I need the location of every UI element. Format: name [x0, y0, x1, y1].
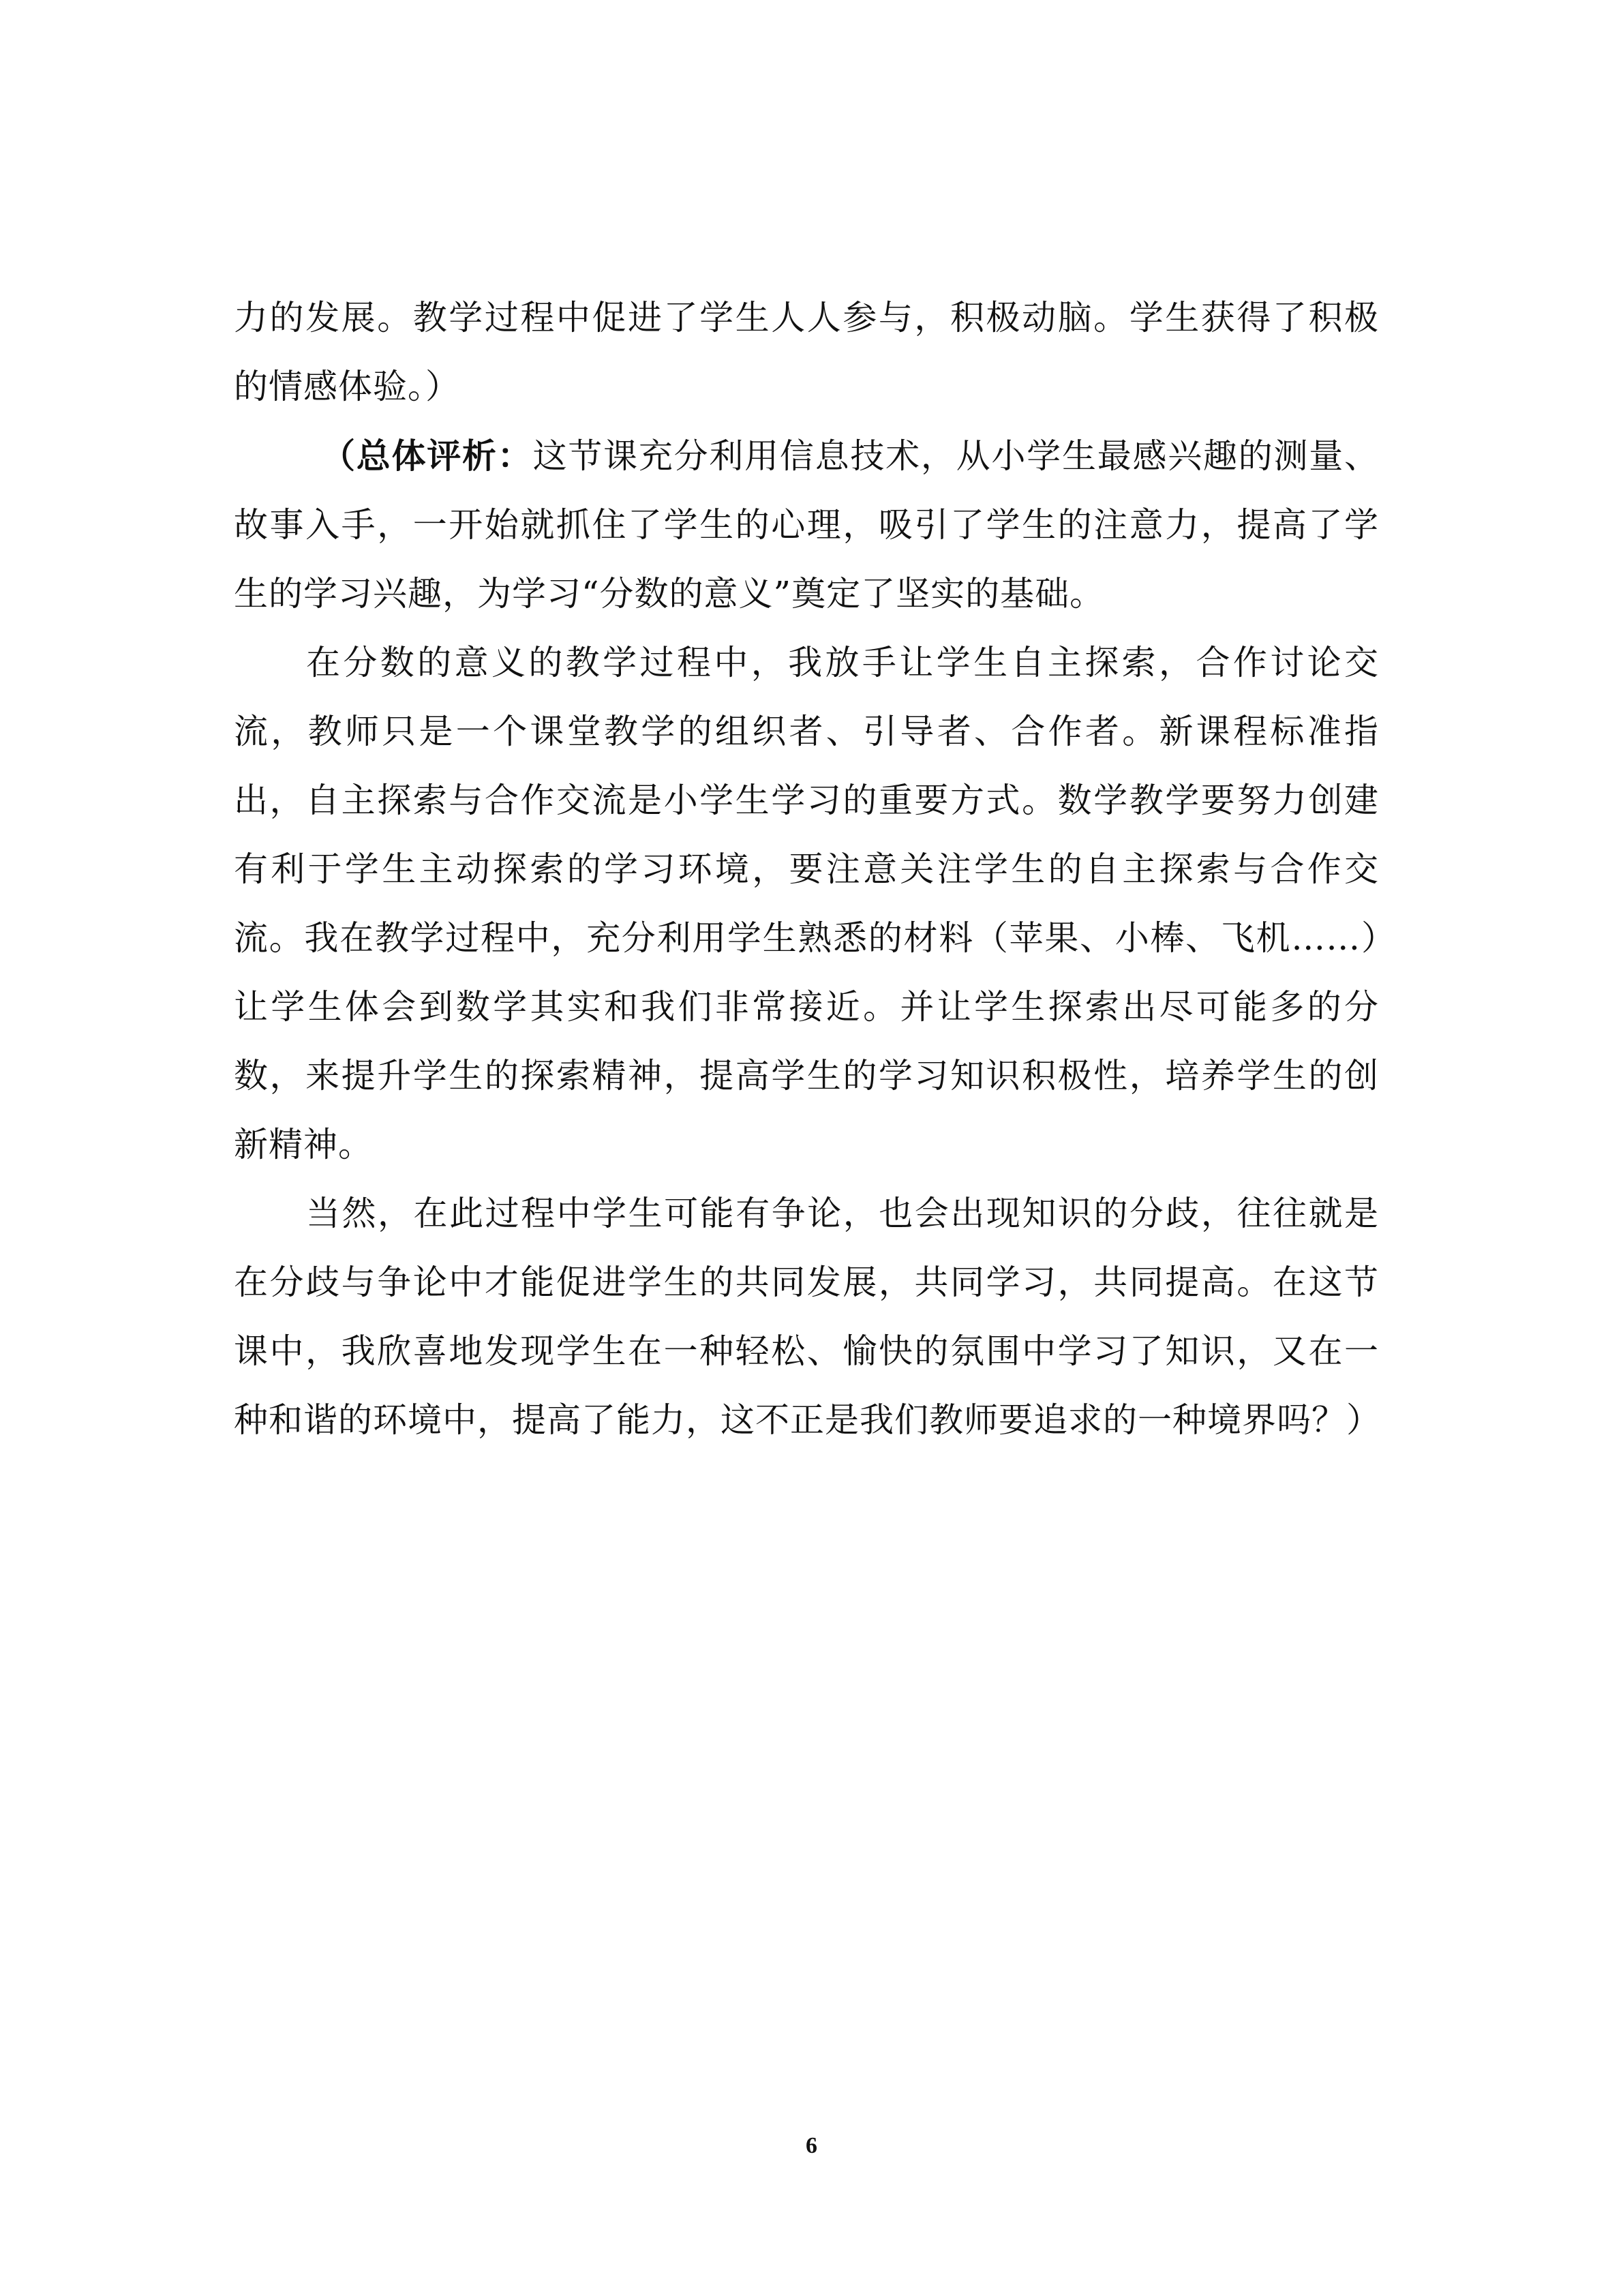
paragraph-text: 这节课充分利用信息技术，从小学生最感兴趣的测量、故事入手，一开始就抓住了学生的心理，吸引了学生的注意力，提高了学生的学习兴趣，为学习“分数的意义”奠定了坚实的基础。 — [234, 436, 1380, 614]
body-text — [234, 284, 1379, 1455]
paragraph-exploration — [234, 629, 1379, 1179]
paragraph-continuation — [234, 284, 1379, 421]
paragraph-text: 在分数的意义的教学过程中，我放手让学生自主探索，合作讨论交流，教师只是一个课堂教学的组织者、引导者、合作者。新课程标准指出，自主探索与合作交流是小学生学习的重要方式。数学教学要努力创建有利于学生主动探索的学习环境，要注意关注学生的自主探索与合作交流。我在教学过程中，充分利用学生熟悉的材料（苹果、小棒、飞机……）让学生体会到数学其实和我们非常接近。并让学生探索出尽可能多的分数，来提升学生的探索精神，提高学生的学习知识积极性，培养学生的创新精神。 — [234, 643, 1379, 1164]
paragraph-text: 力的发展。教学过程中促进了学生人人参与，积极动脑。学生获得了积极的情感体验。） — [234, 298, 1379, 406]
overall-review-label: （总体评析： — [321, 436, 533, 476]
paragraph-text: 当然，在此过程中学生可能有争论，也会出现知识的分歧，往往就是在分歧与争论中才能促进学生的共同发展，共同学习，共同提高。在这节课中，我欣喜地发现学生在一种轻松、愉快的氛围中学习了知识，又在一种和谐的环境中，提高了能力，这不正是我们教师要追求的一种境界吗？） — [234, 1194, 1381, 1440]
page-number: 6 — [806, 2133, 817, 2158]
paragraph-conclusion — [234, 1179, 1379, 1455]
paragraph-overall-review — [234, 421, 1379, 629]
